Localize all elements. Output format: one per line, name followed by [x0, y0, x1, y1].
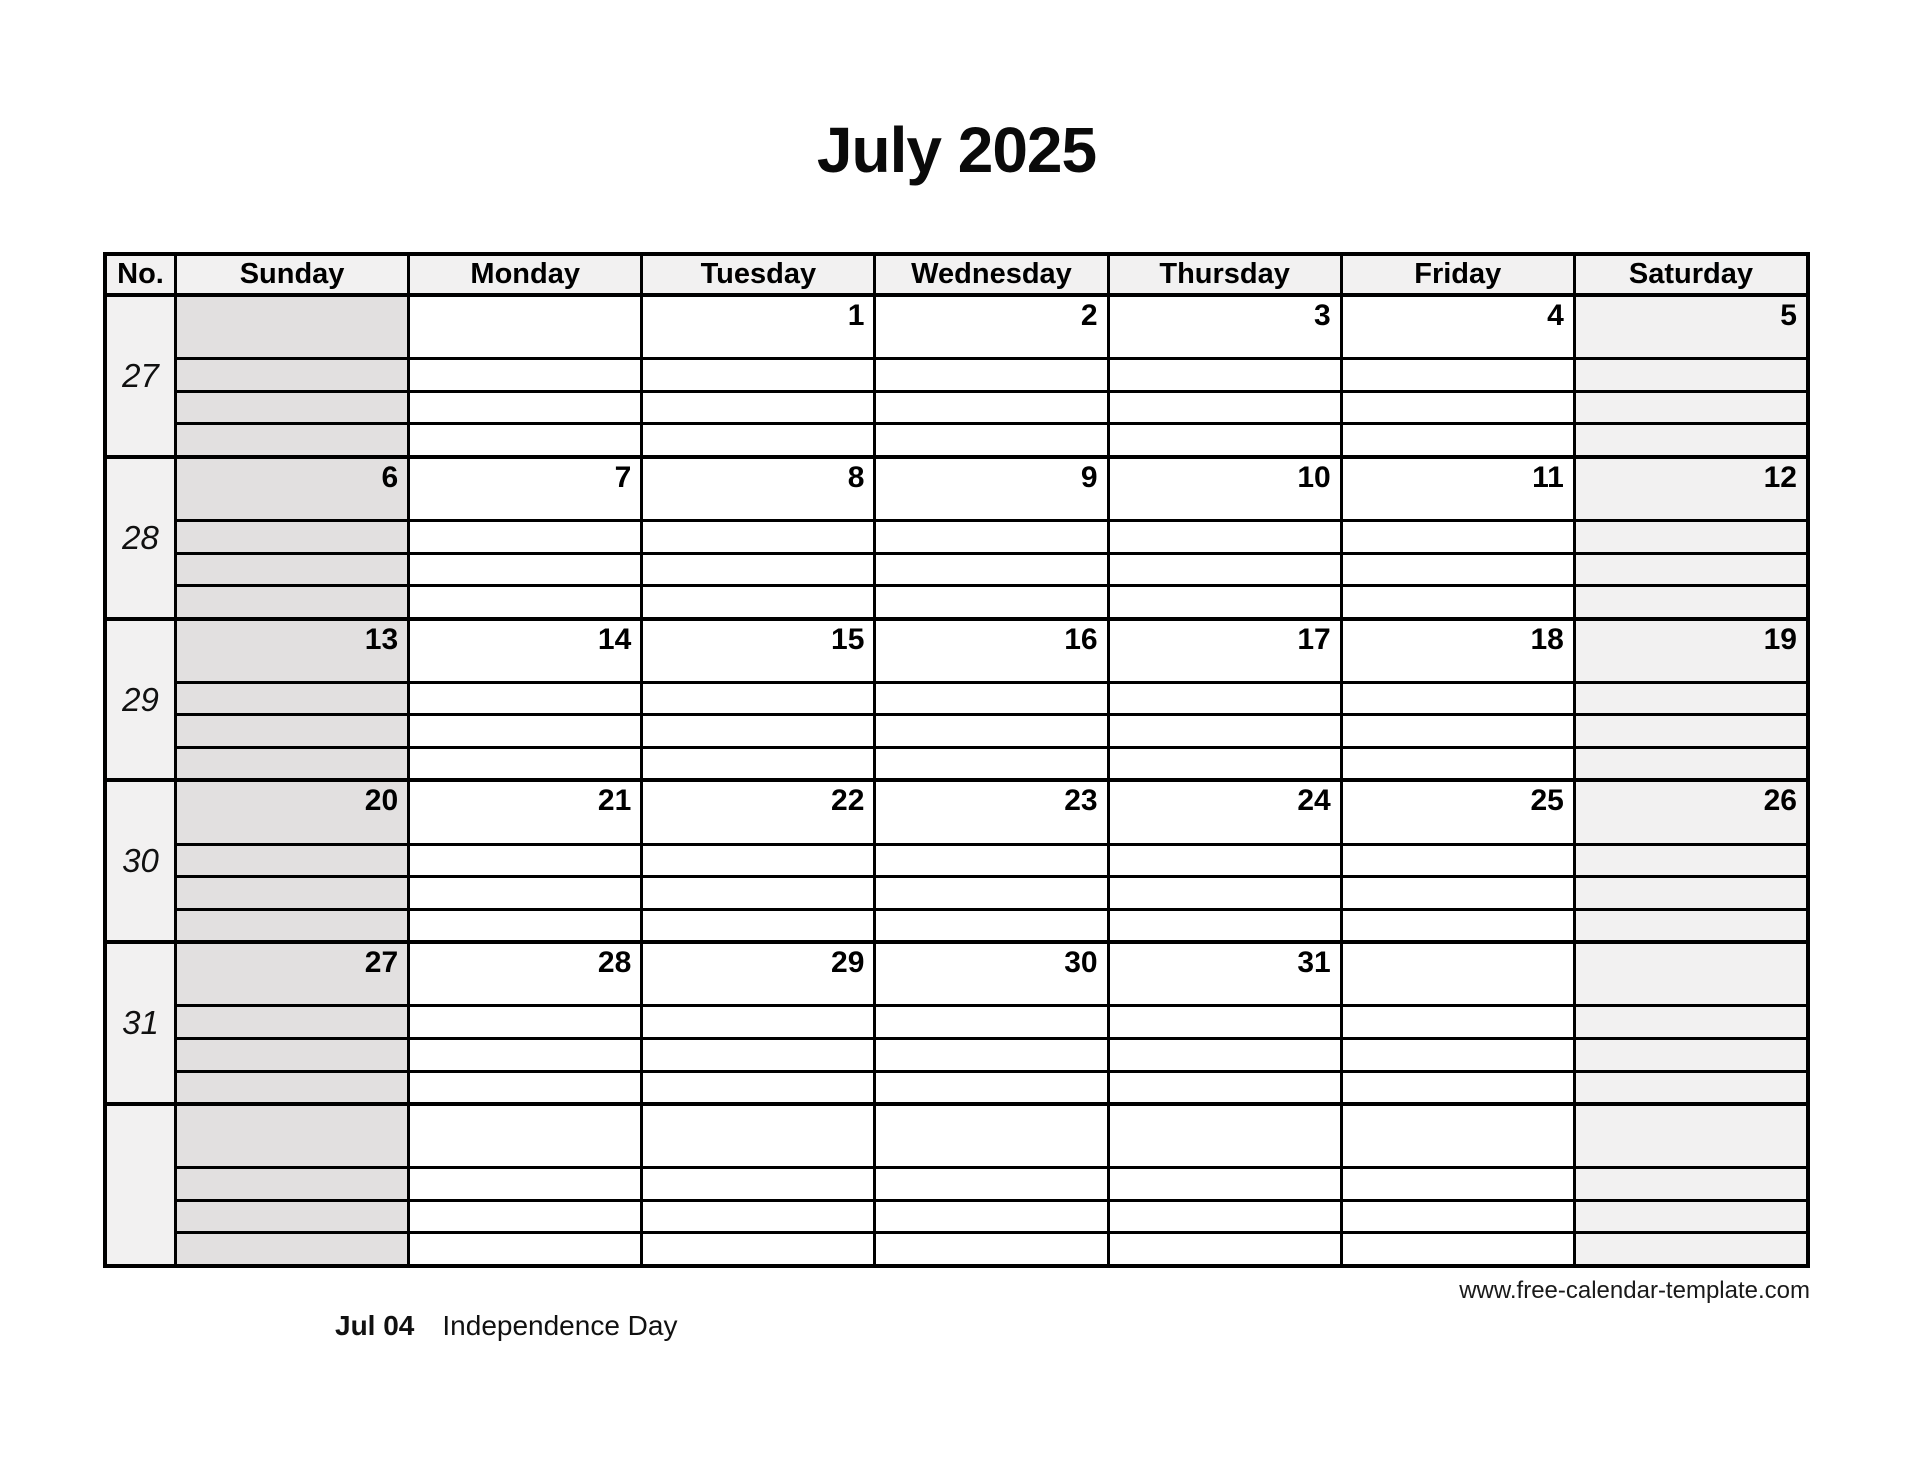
week-row-27	[107, 293, 1806, 455]
day-number: 6	[177, 459, 407, 522]
writing-line	[876, 878, 1106, 911]
writing-line	[1576, 393, 1806, 426]
day-number: 9	[876, 459, 1106, 522]
week-number: 31	[107, 944, 177, 1102]
writing-line	[1110, 1169, 1340, 1202]
day-number	[1343, 1106, 1573, 1169]
header-sunday: Sunday	[177, 256, 410, 293]
day-number: 2	[876, 297, 1106, 360]
writing-line	[643, 1234, 873, 1264]
day-number	[177, 297, 407, 360]
day-cell	[177, 944, 410, 1102]
writing-line	[410, 1040, 640, 1073]
day-number	[876, 1106, 1106, 1169]
day-number	[410, 1106, 640, 1169]
day-cell	[1110, 944, 1343, 1102]
writing-line	[1343, 1007, 1573, 1040]
writing-line	[643, 522, 873, 555]
writing-line	[1110, 716, 1340, 749]
writing-line	[876, 911, 1106, 941]
website-url: www.free-calendar-template.com	[1459, 1277, 1810, 1304]
day-number: 12	[1576, 459, 1806, 522]
writing-line	[643, 1040, 873, 1073]
writing-line	[177, 1234, 407, 1264]
writing-line	[1576, 911, 1806, 941]
week-row-29	[107, 617, 1806, 779]
day-cell	[1576, 297, 1806, 455]
writing-line	[1576, 878, 1806, 911]
writing-line	[876, 1234, 1106, 1264]
day-cell	[410, 297, 643, 455]
writing-line	[1343, 1040, 1573, 1073]
day-number: 25	[1343, 782, 1573, 845]
writing-line	[876, 1073, 1106, 1103]
day-number: 1	[643, 297, 873, 360]
writing-line	[410, 555, 640, 588]
writing-line	[1343, 555, 1573, 588]
week-row-28	[107, 455, 1806, 617]
day-number: 27	[177, 944, 407, 1007]
writing-line	[1110, 684, 1340, 717]
writing-line	[410, 425, 640, 455]
day-cell	[643, 1106, 876, 1264]
writing-line	[177, 716, 407, 749]
day-cell	[643, 621, 876, 779]
day-cell	[1576, 944, 1806, 1102]
day-number	[1110, 1106, 1340, 1169]
writing-line	[643, 555, 873, 588]
day-number: 18	[1343, 621, 1573, 684]
day-number: 13	[177, 621, 407, 684]
writing-line	[876, 1202, 1106, 1235]
writing-line	[410, 587, 640, 617]
day-number: 17	[1110, 621, 1340, 684]
writing-line	[177, 878, 407, 911]
writing-line	[876, 846, 1106, 879]
day-cell	[410, 944, 643, 1102]
day-cell	[876, 1106, 1109, 1264]
writing-line	[1110, 1040, 1340, 1073]
week-row-31	[107, 940, 1806, 1102]
day-cell	[876, 944, 1109, 1102]
writing-line	[410, 1169, 640, 1202]
header-thursday: Thursday	[1110, 256, 1343, 293]
day-cell	[1343, 297, 1576, 455]
writing-line	[177, 911, 407, 941]
writing-line	[1110, 749, 1340, 779]
day-number: 30	[876, 944, 1106, 1007]
writing-line	[410, 522, 640, 555]
week-number: 28	[107, 459, 177, 617]
writing-line	[177, 1007, 407, 1040]
writing-line	[876, 522, 1106, 555]
day-cell	[1343, 782, 1576, 940]
writing-line	[1110, 587, 1340, 617]
day-cell	[1110, 1106, 1343, 1264]
day-cell	[876, 297, 1109, 455]
day-number	[643, 1106, 873, 1169]
day-number	[1576, 1106, 1806, 1169]
day-number: 22	[643, 782, 873, 845]
writing-line	[1343, 1073, 1573, 1103]
writing-line	[876, 684, 1106, 717]
writing-line	[410, 749, 640, 779]
writing-line	[1576, 684, 1806, 717]
day-number: 16	[876, 621, 1106, 684]
writing-line	[1576, 425, 1806, 455]
writing-line	[177, 360, 407, 393]
day-number: 14	[410, 621, 640, 684]
writing-line	[1343, 1202, 1573, 1235]
day-cell	[1343, 621, 1576, 779]
writing-line	[1110, 1234, 1340, 1264]
day-cell	[643, 782, 876, 940]
day-cell	[177, 621, 410, 779]
day-cell	[177, 297, 410, 455]
day-cell	[177, 459, 410, 617]
writing-line	[410, 393, 640, 426]
day-cell	[177, 1106, 410, 1264]
writing-line	[876, 587, 1106, 617]
writing-line	[1343, 684, 1573, 717]
day-number: 3	[1110, 297, 1340, 360]
writing-line	[1576, 1007, 1806, 1040]
writing-line	[1343, 522, 1573, 555]
writing-line	[643, 846, 873, 879]
day-cell	[876, 621, 1109, 779]
day-cell	[410, 782, 643, 940]
writing-line	[1576, 749, 1806, 779]
calendar-title: July 2025	[816, 114, 1097, 186]
writing-line	[1343, 716, 1573, 749]
day-number: 28	[410, 944, 640, 1007]
writing-line	[876, 555, 1106, 588]
day-cell	[1343, 944, 1576, 1102]
writing-line	[177, 425, 407, 455]
writing-line	[1110, 425, 1340, 455]
writing-line	[643, 1073, 873, 1103]
writing-line	[1110, 878, 1340, 911]
day-cell	[1576, 621, 1806, 779]
writing-line	[1110, 393, 1340, 426]
day-number: 23	[876, 782, 1106, 845]
writing-line	[1110, 555, 1340, 588]
day-number	[1343, 944, 1573, 1007]
writing-line	[410, 911, 640, 941]
writing-line	[1576, 555, 1806, 588]
writing-line	[177, 393, 407, 426]
writing-line	[643, 1202, 873, 1235]
day-number: 31	[1110, 944, 1340, 1007]
holiday-date: Jul 04	[335, 1310, 415, 1341]
writing-line	[410, 360, 640, 393]
writing-line	[1576, 522, 1806, 555]
day-number: 19	[1576, 621, 1806, 684]
day-cell	[1576, 782, 1806, 940]
writing-line	[1343, 1169, 1573, 1202]
header-monday: Monday	[410, 256, 643, 293]
writing-line	[1343, 749, 1573, 779]
day-number: 29	[643, 944, 873, 1007]
writing-line	[177, 1169, 407, 1202]
day-cell	[643, 459, 876, 617]
week-number	[107, 1106, 177, 1264]
writing-line	[876, 1007, 1106, 1040]
calendar-header-row	[107, 256, 1806, 293]
writing-line	[1110, 360, 1340, 393]
week-number: 29	[107, 621, 177, 779]
day-number: 11	[1343, 459, 1573, 522]
writing-line	[177, 555, 407, 588]
writing-line	[643, 425, 873, 455]
writing-line	[1110, 522, 1340, 555]
day-cell	[1343, 459, 1576, 617]
calendar-table	[103, 252, 1810, 1268]
day-number: 10	[1110, 459, 1340, 522]
day-number: 8	[643, 459, 873, 522]
writing-line	[1343, 425, 1573, 455]
writing-line	[1576, 1202, 1806, 1235]
writing-line	[1110, 911, 1340, 941]
writing-line	[643, 360, 873, 393]
writing-line	[1576, 1073, 1806, 1103]
day-cell	[1110, 297, 1343, 455]
writing-line	[410, 1007, 640, 1040]
day-number	[177, 1106, 407, 1169]
writing-line	[643, 878, 873, 911]
day-cell	[643, 297, 876, 455]
writing-line	[876, 716, 1106, 749]
day-number	[1576, 944, 1806, 1007]
writing-line	[1576, 1234, 1806, 1264]
writing-line	[1576, 846, 1806, 879]
day-number: 5	[1576, 297, 1806, 360]
writing-line	[876, 1169, 1106, 1202]
week-row-empty	[107, 1102, 1806, 1264]
writing-line	[410, 684, 640, 717]
header-saturday: Saturday	[1628, 258, 1753, 290]
writing-line	[410, 1073, 640, 1103]
writing-line	[177, 1040, 407, 1073]
writing-line	[1343, 360, 1573, 393]
day-cell	[1576, 1106, 1806, 1264]
writing-line	[876, 749, 1106, 779]
day-number: 21	[410, 782, 640, 845]
writing-line	[1343, 911, 1573, 941]
week-number: 30	[107, 782, 177, 940]
day-cell	[1110, 782, 1343, 940]
writing-line	[1576, 360, 1806, 393]
writing-line	[410, 1202, 640, 1235]
holiday-note	[335, 1310, 677, 1342]
writing-line	[1576, 1040, 1806, 1073]
writing-line	[1110, 1202, 1340, 1235]
day-cell	[1110, 459, 1343, 617]
writing-line	[643, 684, 873, 717]
writing-line	[643, 393, 873, 426]
holiday-name: Independence Day	[442, 1310, 678, 1341]
header-wednesday: Wednesday	[876, 256, 1109, 293]
writing-line	[177, 1073, 407, 1103]
header-week-no: No.	[107, 256, 177, 293]
writing-line	[177, 846, 407, 879]
writing-line	[410, 878, 640, 911]
writing-line	[643, 911, 873, 941]
writing-line	[1343, 393, 1573, 426]
writing-line	[643, 587, 873, 617]
writing-line	[1343, 878, 1573, 911]
writing-line	[1343, 846, 1573, 879]
writing-line	[1576, 587, 1806, 617]
writing-line	[1110, 846, 1340, 879]
writing-line	[643, 1007, 873, 1040]
day-cell	[876, 782, 1109, 940]
writing-line	[177, 587, 407, 617]
writing-line	[177, 684, 407, 717]
writing-line	[876, 393, 1106, 426]
writing-line	[1576, 1169, 1806, 1202]
day-cell	[876, 459, 1109, 617]
writing-line	[643, 1169, 873, 1202]
writing-line	[643, 749, 873, 779]
day-cell	[1343, 1106, 1576, 1264]
writing-line	[410, 1234, 640, 1264]
day-number: 24	[1110, 782, 1340, 845]
writing-line	[410, 846, 640, 879]
day-cell	[410, 1106, 643, 1264]
writing-line	[876, 1040, 1106, 1073]
day-number: 20	[177, 782, 407, 845]
day-cell	[1576, 459, 1806, 617]
writing-line	[410, 716, 640, 749]
header-tuesday: Tuesday	[643, 256, 876, 293]
writing-line	[177, 522, 407, 555]
day-cell	[177, 782, 410, 940]
day-number	[410, 297, 640, 360]
day-cell	[410, 621, 643, 779]
day-number: 26	[1576, 782, 1806, 845]
week-row-30	[107, 778, 1806, 940]
writing-line	[177, 1202, 407, 1235]
day-cell	[643, 944, 876, 1102]
writing-line	[1343, 1234, 1573, 1264]
writing-line	[1110, 1007, 1340, 1040]
day-number: 15	[643, 621, 873, 684]
writing-line	[1110, 1073, 1340, 1103]
writing-line	[876, 425, 1106, 455]
day-number: 7	[410, 459, 640, 522]
writing-line	[1576, 716, 1806, 749]
day-cell	[410, 459, 643, 617]
header-friday: Friday	[1343, 256, 1576, 293]
week-number: 27	[107, 297, 177, 455]
day-cell	[1110, 621, 1343, 779]
writing-line	[643, 716, 873, 749]
writing-line	[876, 360, 1106, 393]
day-number: 4	[1343, 297, 1573, 360]
writing-line	[1343, 587, 1573, 617]
writing-line	[177, 749, 407, 779]
